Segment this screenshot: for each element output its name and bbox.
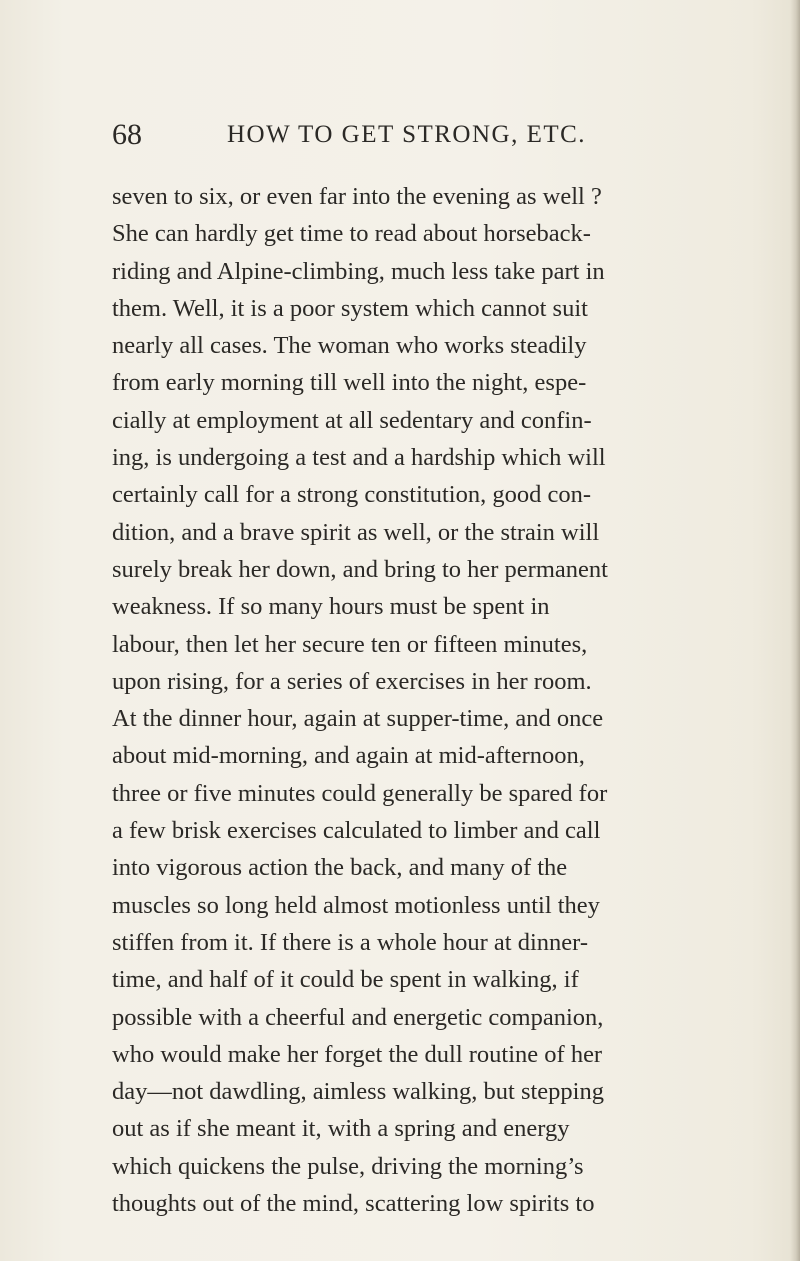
text-line: from early morning till well into the night, espe- bbox=[112, 369, 587, 397]
text-line: them. Well, it is a poor system which cannot suit bbox=[112, 294, 588, 322]
text-line: riding and Alpine-climbing, much less take part in bbox=[112, 257, 605, 285]
text-line: into vigorous action the back, and many of the bbox=[112, 854, 568, 882]
text-line: certainly call for a strong constitution, good con- bbox=[112, 481, 591, 509]
text-line: day—not dawdling, aimless walking, but stepping bbox=[112, 1078, 604, 1106]
text-line: surely break her down, and bring to her permanent bbox=[112, 555, 608, 583]
text-line: dition, and a brave spirit as well, or the strain will bbox=[112, 518, 600, 546]
text-line: a few brisk exercises calculated to limber and call bbox=[112, 817, 601, 845]
text-line: thoughts out of the mind, scattering low spirits to bbox=[112, 1190, 595, 1218]
text-line: At the dinner hour, again at supper-time, and once bbox=[112, 705, 604, 733]
body-text bbox=[112, 178, 800, 1222]
text-line: muscles so long held almost motionless until they bbox=[112, 891, 600, 919]
text-line: time, and half of it could be spent in walking, if bbox=[112, 966, 579, 994]
text-line: She can hardly get time to read about horseback- bbox=[112, 220, 591, 248]
page-header bbox=[112, 118, 672, 158]
text-line: three or five minutes could generally be spared for bbox=[112, 779, 608, 807]
text-line: possible with a cheerful and energetic companion, bbox=[112, 1003, 604, 1031]
text-line: upon rising, for a series of exercises in her room. bbox=[112, 667, 592, 695]
text-line: who would make her forget the dull routine of her bbox=[112, 1040, 603, 1068]
text-line: seven to six, or even far into the evening as well ? bbox=[112, 183, 602, 210]
text-line: nearly all cases. The woman who works steadily bbox=[112, 332, 587, 360]
text-line: ing, is undergoing a test and a hardship which will bbox=[112, 444, 606, 472]
running-head: HOW TO GET STRONG, ETC. bbox=[227, 121, 587, 148]
text-line: stiffen from it. If there is a whole hour at dinner- bbox=[112, 928, 588, 956]
text-line: out as if she meant it, with a spring and energy bbox=[112, 1115, 570, 1143]
text-line: labour, then let her secure ten or fifteen minutes, bbox=[112, 630, 588, 658]
text-line: cially at employment at all sedentary and confin- bbox=[112, 406, 592, 434]
page-number: 68 bbox=[112, 118, 142, 151]
text-line: about mid-morning, and again at mid-afternoon, bbox=[112, 742, 585, 770]
text-line: weakness. If so many hours must be spent in bbox=[112, 593, 550, 621]
text-line: which quickens the pulse, driving the morning’s bbox=[112, 1152, 584, 1180]
